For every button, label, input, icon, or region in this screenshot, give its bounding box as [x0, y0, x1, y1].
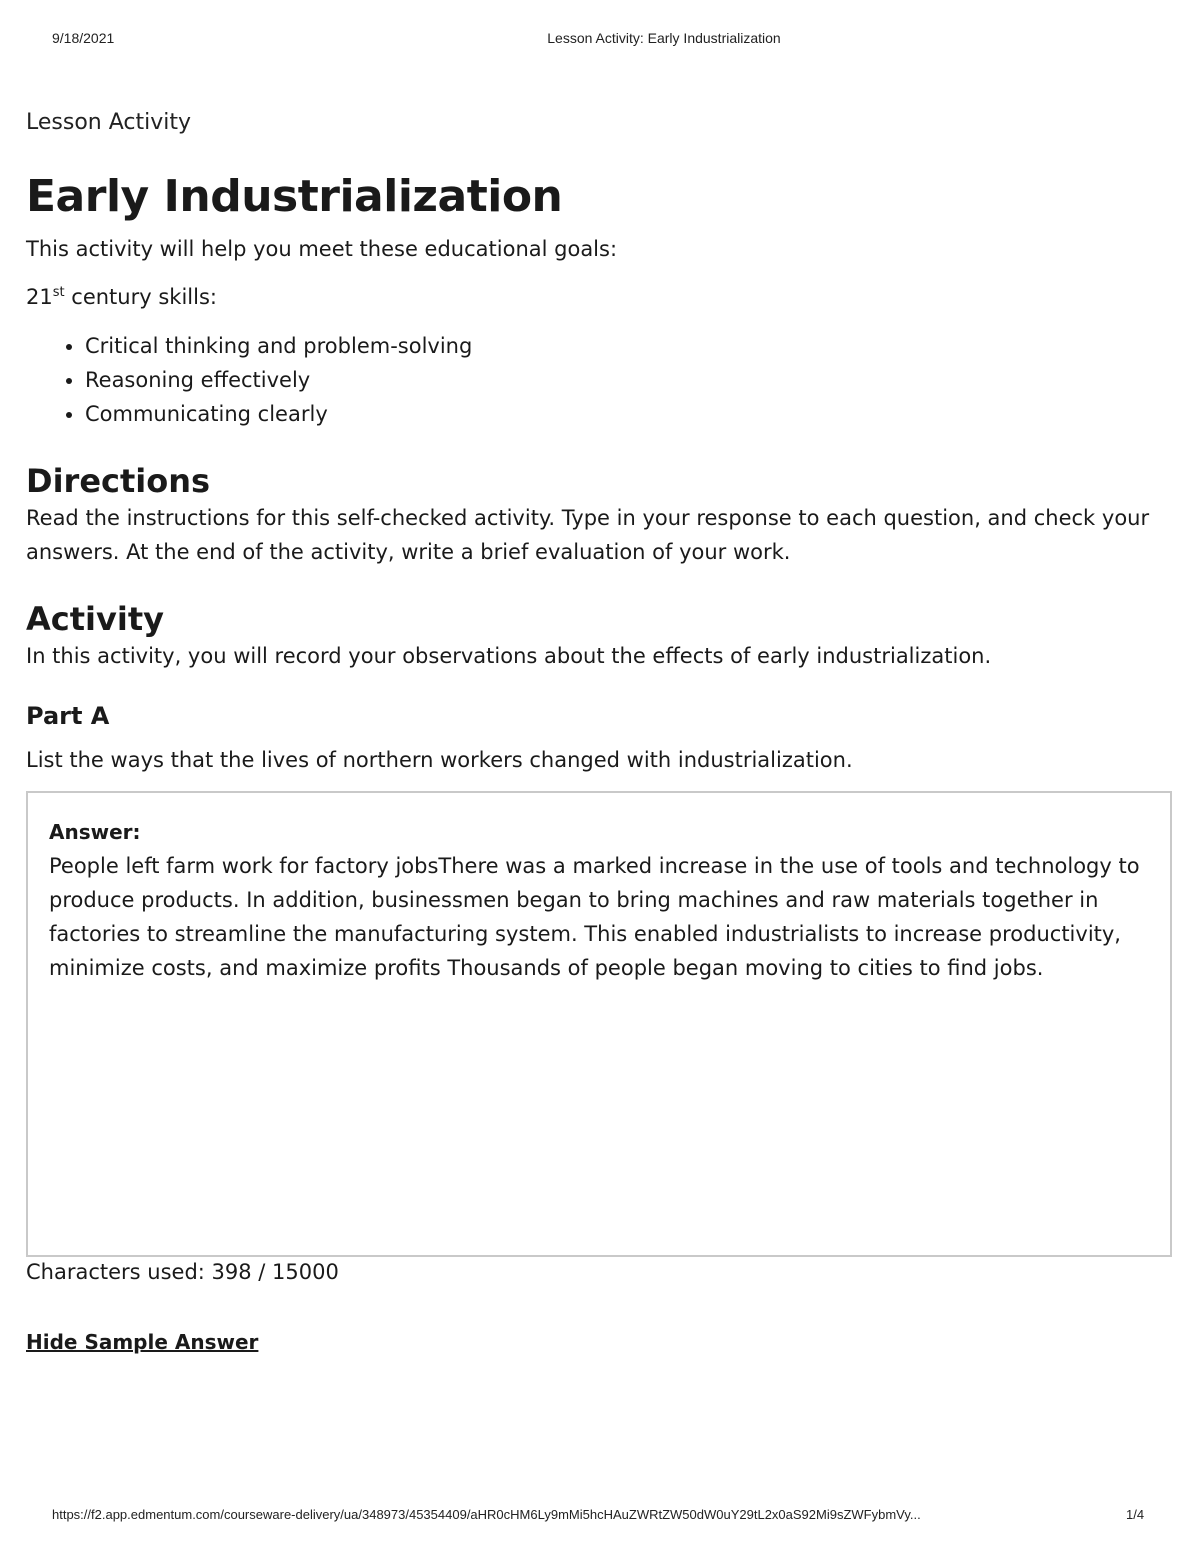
page-title: Early Industrialization	[26, 171, 563, 222]
skills-heading-prefix: 21	[26, 285, 53, 309]
part-a-heading: Part A	[26, 702, 110, 730]
answer-response-box[interactable]	[26, 791, 1172, 1257]
skills-heading	[26, 282, 1176, 312]
lesson-content	[26, 108, 1176, 1357]
skills-heading-superscript: st	[52, 285, 65, 300]
character-count: Characters used: 398 / 15000	[26, 1260, 339, 1284]
skill-item: • Communicating clearly	[85, 397, 1176, 431]
directions-heading: Directions	[26, 462, 211, 500]
answer-label: Answer:	[49, 820, 141, 844]
part-a-prompt: List the ways that the lives of northern workers changed with industrialization.	[26, 748, 853, 772]
print-footer	[0, 1507, 1200, 1527]
goals-intro: This activity will help you meet these educational goals:	[26, 237, 618, 261]
lesson-kicker: Lesson Activity	[26, 110, 191, 135]
answer-text: People left farm work for factory jobsThere was a marked increase in the use of tools and technology to produce products. In addition, businessmen began to bring machines and raw materials together in factories to streamline the manufacturing system. This enabled industrialists to increase productivity, minimize costs, and maximize profits Thousands of people began moving to cities to find jobs.	[49, 854, 1140, 980]
skills-heading-suffix: century skills:	[64, 285, 217, 309]
print-document-title: Lesson Activity: Early Industrialization	[547, 30, 781, 46]
print-url: https://f2.app.edmentum.com/courseware-delivery/ua/348973/45354409/aHR0cHM6Ly9mMi5hcHAuZWRtZW50dW0uY29tL2x0aS92Mi9sZWFybmVy...	[52, 1507, 921, 1522]
print-page-number: 1/4	[1126, 1507, 1145, 1522]
skill-item: • Reasoning effectively	[85, 363, 1176, 397]
skill-item: • Critical thinking and problem-solving	[85, 329, 1176, 363]
hide-sample-answer-link[interactable]: Hide Sample Answer	[26, 1330, 259, 1354]
directions-text: Read the instructions for this self-checked activity. Type in your response to each question, and check your answers. At the end of the activity, write a brief evaluation of your work.	[26, 506, 1150, 564]
activity-heading: Activity	[26, 600, 164, 638]
print-date: 9/18/2021	[52, 30, 115, 46]
skills-list	[26, 329, 1176, 431]
print-header	[0, 30, 1200, 50]
activity-text: In this activity, you will record your observations about the effects of early industrialization.	[26, 644, 992, 668]
